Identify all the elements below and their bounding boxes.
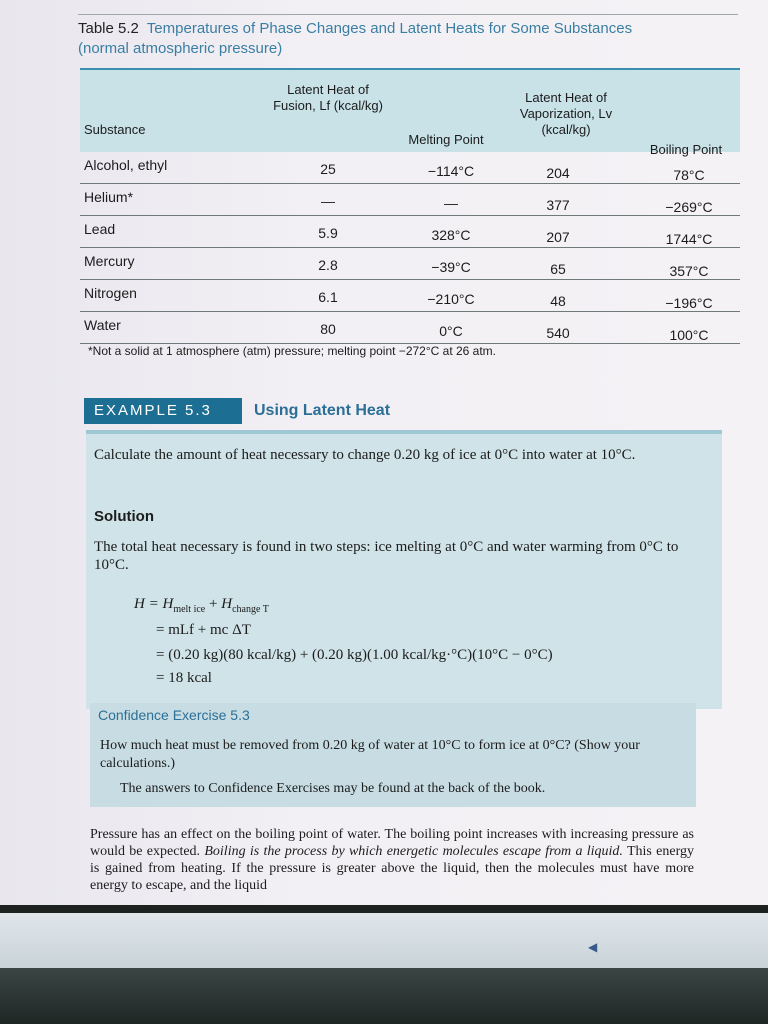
table-title: [78, 14, 738, 59]
melting-cell: 328°C: [431, 227, 471, 243]
fusion-cell: 6.1: [318, 289, 338, 305]
vaporization-cell: 204: [546, 165, 570, 181]
table-footnote: *Not a solid at 1 atmosphere (atm) pressure; melting point −272°C at 26 atm.: [88, 344, 496, 358]
confidence-heading: Confidence Exercise 5.3: [98, 707, 250, 723]
eq1-sub1: melt ice: [173, 604, 206, 615]
eq1-h1: H: [162, 596, 174, 612]
table-header: [80, 68, 740, 157]
substance-cell: Alcohol, ethyl: [84, 157, 168, 173]
melting-cell: −114°C: [427, 163, 475, 179]
melting-cell: −210°C: [427, 291, 475, 307]
vaporization-cell: 48: [550, 293, 566, 309]
fusion-cell: 25: [320, 161, 336, 177]
substance-cell: Helium*: [84, 189, 134, 205]
paragraph-part-3: This energy is gained from heating. If the pressure is greater above the liquid, then the molecules must have more energy to escape, and the liquid: [90, 844, 694, 893]
confidence-question: How much heat must be removed from 0.20 kg of water at 10°C to form ice at 0°C? (Show your calculations.): [100, 738, 640, 771]
table-row: [80, 312, 740, 344]
paragraph-part-1: Pressure has an effect on the boiling point of water. The boiling point increases with increasing pressure as would be expected.: [90, 827, 694, 859]
header-fusion: Latent Heat of Fusion, Lf (kcal/kg): [273, 82, 383, 113]
fusion-cell: 80: [320, 321, 336, 337]
header-substance: Substance: [84, 122, 146, 137]
paragraph-italic: Boiling is the process by which energetic molecules escape from a liquid.: [204, 844, 623, 859]
vaporization-cell: 377: [546, 197, 570, 213]
equation-line-4: = 18 kcal: [156, 670, 212, 686]
screen-bezel: [0, 905, 768, 913]
table-row: [80, 280, 740, 312]
confidence-answer-note: The answers to Confidence Exercises may be found at the back of the book.: [120, 781, 546, 796]
fusion-cell: 5.9: [318, 225, 338, 241]
eq1-plus: +: [209, 596, 218, 612]
table-row: [80, 152, 740, 184]
example-title: Using Latent Heat: [254, 402, 391, 419]
table-title-line2: (normal atmospheric pressure): [78, 40, 283, 57]
boiling-cell: 78°C: [673, 167, 705, 183]
fusion-cell: 2.8: [318, 257, 338, 273]
table-row: [80, 248, 740, 280]
equation-line-2: = mLf + mc ΔT: [156, 622, 251, 638]
example-box: [86, 430, 722, 709]
mouse-cursor-icon: ◀: [588, 940, 598, 954]
solution-text: The total heat necessary is found in two steps: ice melting at 0°C and water warming from 0°C to 10°C.: [94, 539, 679, 573]
melting-cell: —: [444, 195, 458, 211]
phase-change-table: [80, 68, 740, 344]
melting-cell: −39°C: [431, 259, 471, 275]
confidence-exercise-box: [90, 703, 696, 807]
eq1-lhs: H =: [134, 596, 159, 612]
table-number: Table 5.2: [78, 20, 139, 37]
header-melting: Melting Point: [408, 132, 484, 147]
table-row: [80, 184, 740, 216]
header-vaporization: Latent Heat of Vaporization, Lv (kcal/kg): [519, 90, 613, 137]
boiling-cell: −196°C: [665, 295, 713, 311]
vaporization-cell: 65: [550, 261, 566, 277]
example-label: EXAMPLE 5.3: [84, 398, 242, 424]
table-body: [80, 152, 740, 344]
solution-heading: Solution: [94, 508, 154, 525]
eq1-sub2: change T: [232, 604, 269, 615]
fusion-cell: —: [321, 193, 335, 209]
substance-cell: Mercury: [84, 253, 135, 269]
vaporization-cell: 207: [546, 229, 570, 245]
body-paragraph: [90, 826, 694, 894]
boiling-cell: 1744°C: [665, 231, 713, 247]
table-row: [80, 216, 740, 248]
melting-cell: 0°C: [439, 323, 463, 339]
eq1-h2: H: [221, 596, 233, 612]
substance-cell: Lead: [84, 221, 116, 237]
substance-cell: Nitrogen: [84, 285, 137, 301]
boiling-cell: 357°C: [669, 263, 709, 279]
boiling-cell: 100°C: [669, 327, 709, 343]
example-problem: Calculate the amount of heat necessary to change 0.20 kg of ice at 0°C into water at 10°C.: [94, 447, 636, 463]
equation-line-3: = (0.20 kg)(80 kcal/kg) + (0.20 kg)(1.00 kcal/kg·°C)(10°C − 0°C): [156, 647, 553, 663]
screen-lower-area: [0, 913, 768, 968]
equation-line-1: [134, 596, 269, 615]
laptop-base: [0, 968, 768, 1024]
boiling-cell: −269°C: [665, 199, 713, 215]
table-title-line1: Temperatures of Phase Changes and Latent Heats for Some Substances: [146, 20, 633, 37]
substance-cell: Water: [84, 317, 121, 333]
vaporization-cell: 540: [546, 325, 570, 341]
header-boiling: Boiling Point: [649, 142, 723, 157]
